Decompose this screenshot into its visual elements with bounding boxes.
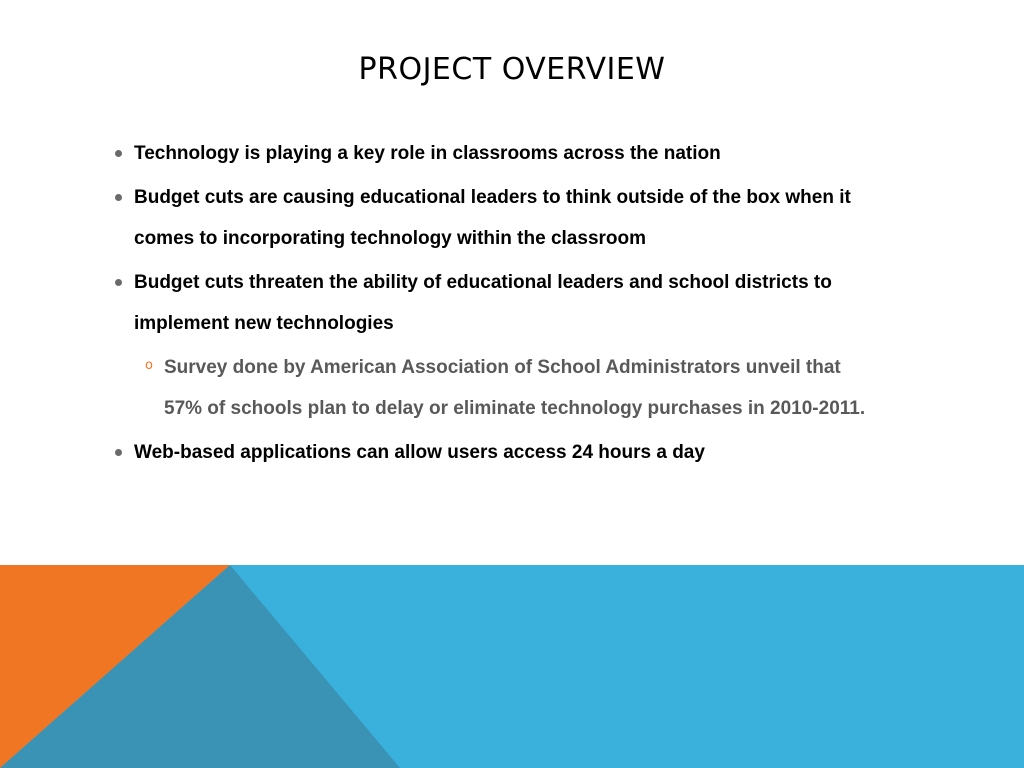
decorative-footer-shapes bbox=[0, 565, 1024, 768]
bullet-dot-icon bbox=[115, 449, 122, 456]
bullet-text: Technology is playing a key role in classrooms across the nation bbox=[134, 143, 721, 164]
sub-bullet-item bbox=[145, 347, 884, 429]
hollow-circle-icon: o bbox=[145, 358, 153, 373]
bullet-item bbox=[115, 262, 915, 344]
bullet-dot-icon bbox=[115, 279, 122, 286]
bullet-text: Web-based applications can allow users access 24 hours a day bbox=[134, 442, 705, 463]
bullet-dot-icon bbox=[115, 194, 122, 201]
sub-bullet-text: Survey done by American Association of School Administrators unveil that 57% of schools plan to delay or eliminate technology purchases in 2010-2011. bbox=[164, 357, 866, 419]
bullet-text: Budget cuts threaten the ability of educational leaders and school districts to implement new technologies bbox=[134, 272, 832, 334]
bullet-item bbox=[115, 432, 915, 473]
slide-title: PROJECT OVERVIEW bbox=[358, 52, 666, 87]
bullet-item bbox=[115, 133, 915, 174]
bullet-item bbox=[115, 177, 915, 259]
bullet-dot-icon bbox=[115, 150, 122, 157]
bullet-text: Budget cuts are causing educational leaders to think outside of the box when it comes to incorporating technology within the classroom bbox=[134, 187, 851, 249]
bullet-list bbox=[115, 133, 915, 476]
